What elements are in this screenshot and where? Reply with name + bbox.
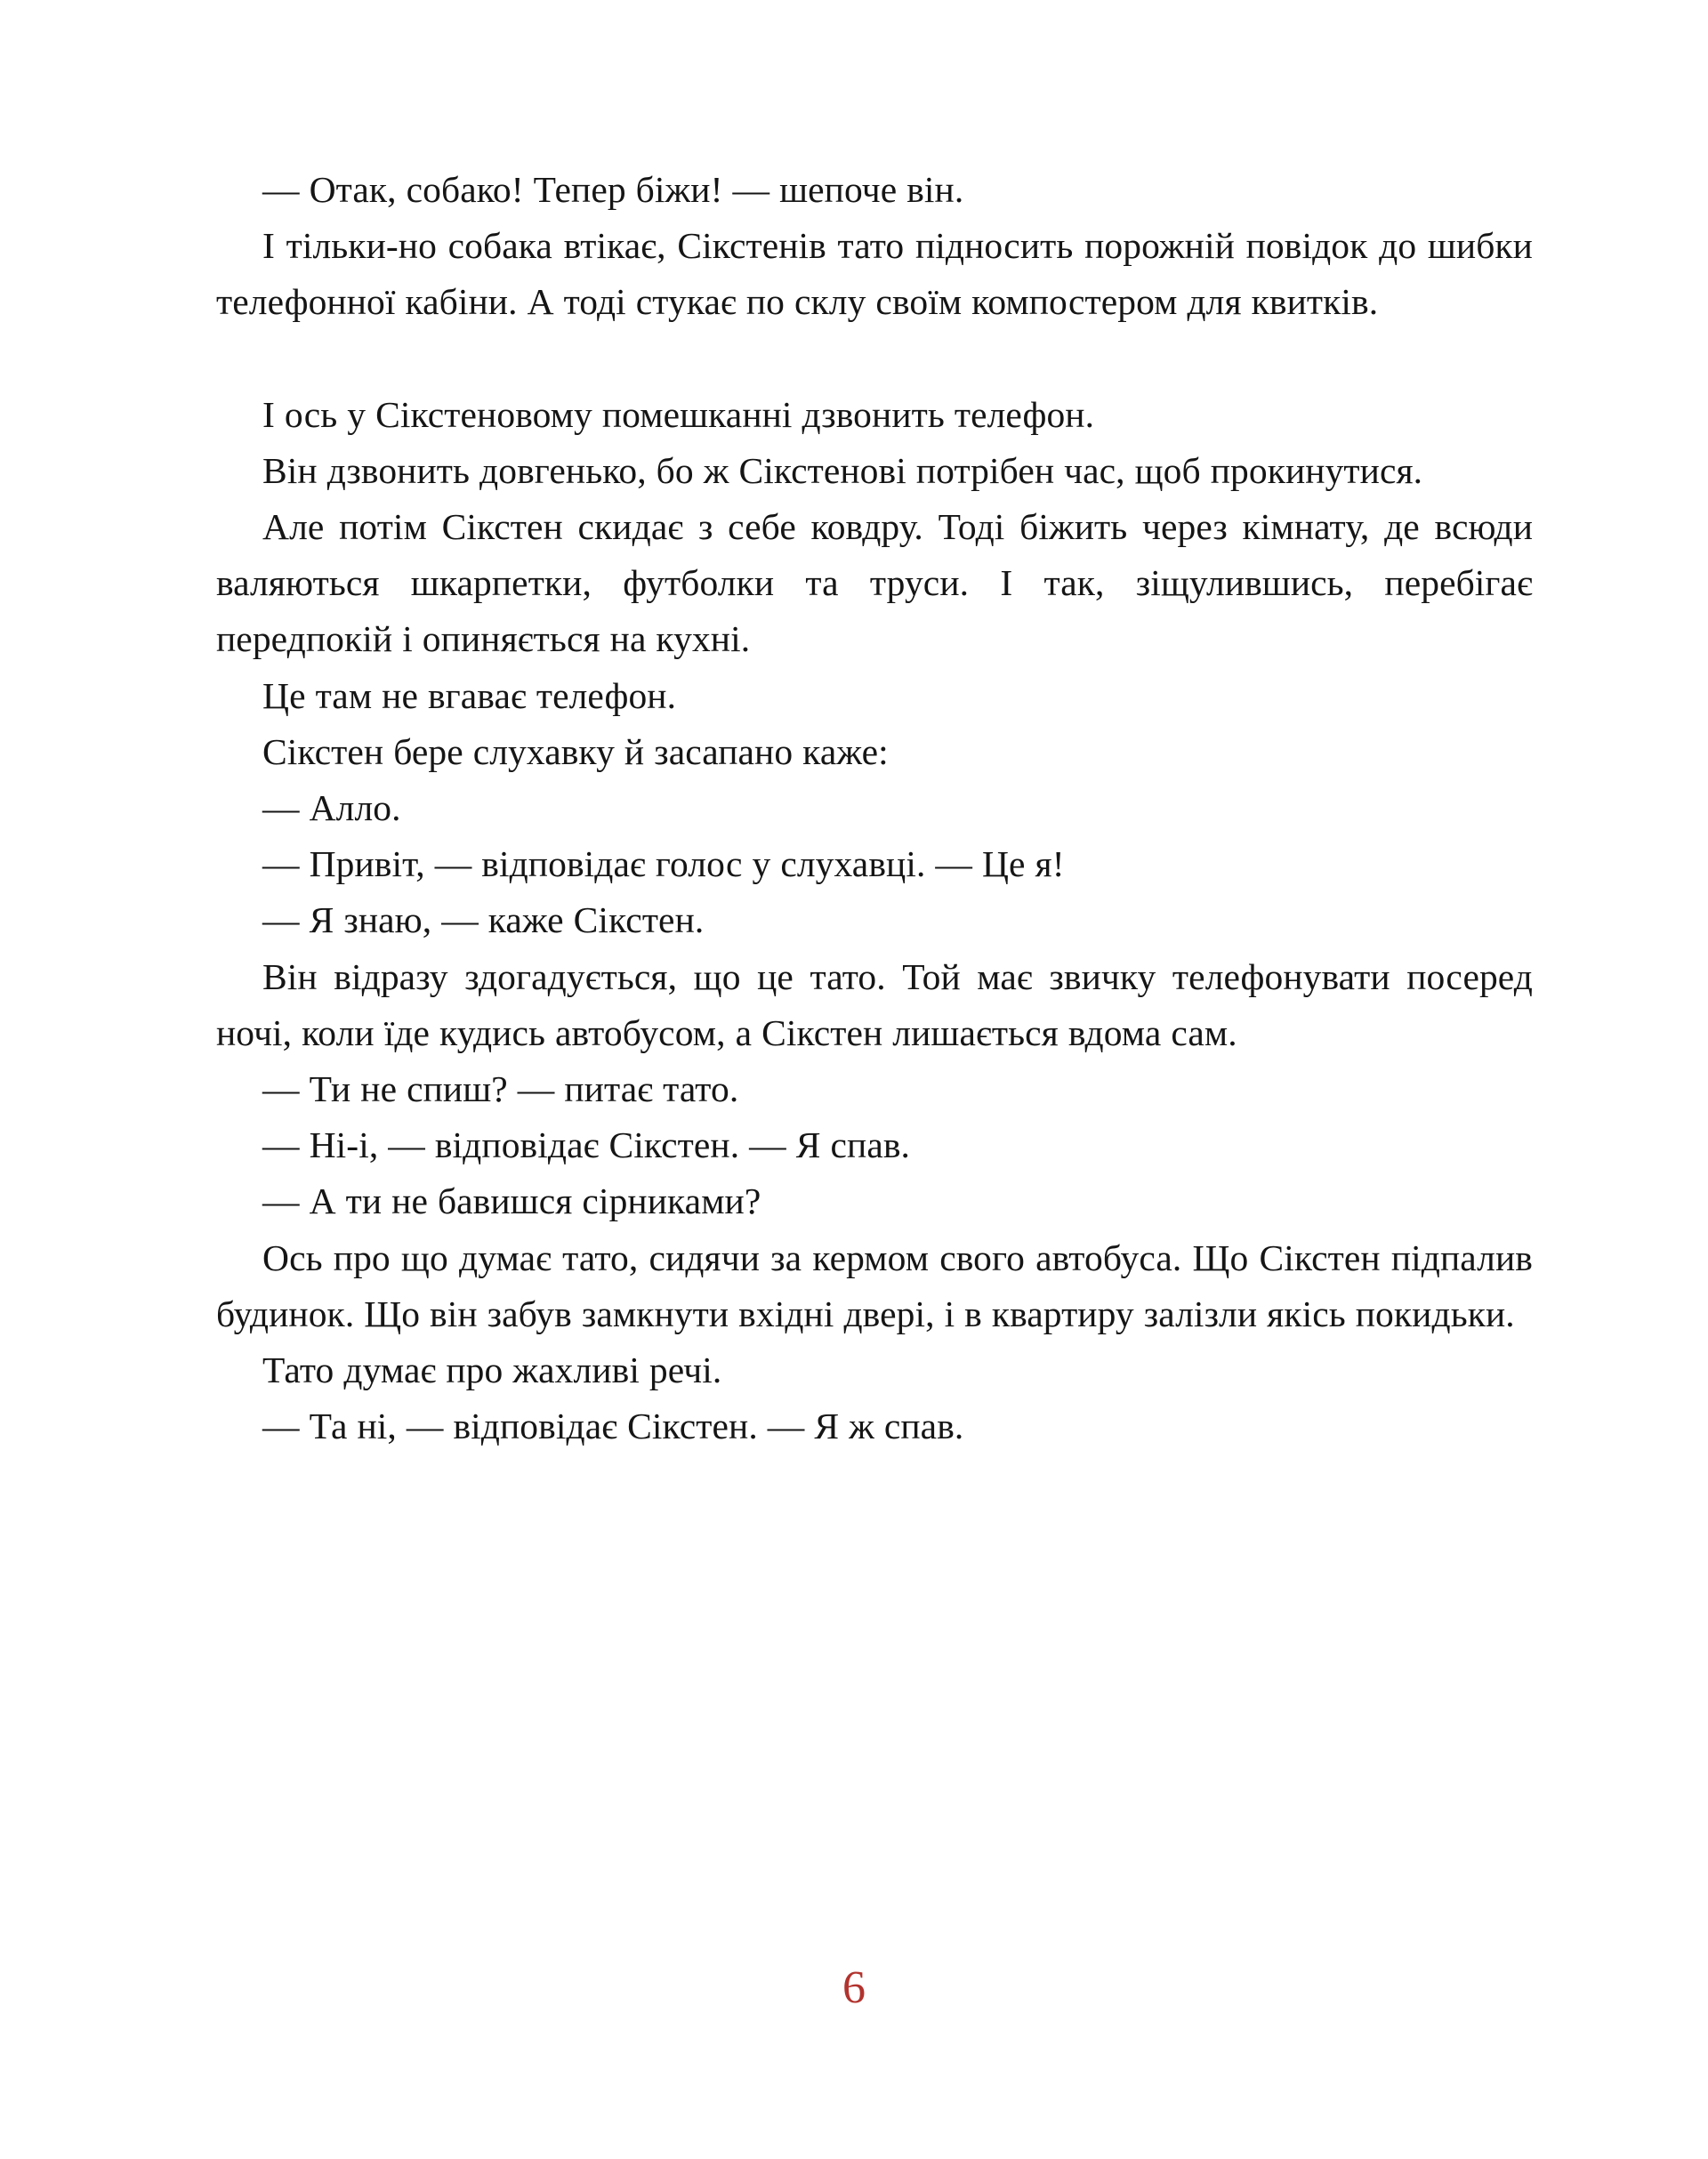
paragraph: Він дзвонить довгенько, бо ж Сікстенові потрібен час, щоб прокинутися. bbox=[262, 449, 1423, 491]
paragraph: — Отак, собако! Тепер біжи! — шепоче він. bbox=[262, 169, 964, 210]
paragraph: — Ти не спиш? — питає тато. bbox=[262, 1068, 739, 1110]
paragraph: — Алло. bbox=[262, 787, 401, 829]
paragraph: І тільки-но собака втікає, Сікстенів тато підносить порожній повідок до шибки телефонної кабіни. А тоді стукає по склу своїм компостером для квитків. bbox=[216, 225, 1533, 323]
paragraph: — Привіт, — відповідає голос у слухавці. — Це я! bbox=[262, 843, 1065, 885]
paragraph: Ось про що думає тато, сидячи за кермом свого автобуса. Що Сікстен підпалив будинок. Що він забув замкнути вхідні двері, і в квартиру залізли якісь покидьки. bbox=[216, 1237, 1533, 1334]
paragraph: Він відразу здогадується, що це тато. Той має звичку телефонувати посеред ночі, коли їде кудись автобусом, а Сікстен лишається вдома сам. bbox=[216, 955, 1533, 1053]
paragraph: І ось у Сікстеновому помешканні дзвонить телефон. bbox=[262, 393, 1095, 435]
text-block-1 bbox=[216, 162, 1533, 331]
paragraph: Сікстен бере слухавку й засапано каже: bbox=[262, 730, 889, 772]
paragraph-gap bbox=[216, 331, 1533, 387]
paragraph: Але потім Сікстен скидає з себе ковдру. Тоді біжить через кімнату, де всюди валяються шкарпетки, футболки та труси. І так, зіщулившись, перебігає передпокій і опиняється на кухні. bbox=[216, 506, 1533, 660]
paragraph: — Я знаю, — каже Сікстен. bbox=[262, 899, 705, 941]
paragraph: — Та ні, — відповідає Сікстен. — Я ж спав. bbox=[262, 1406, 964, 1447]
paragraph: — Ні-і, — відповідає Сікстен. — Я спав. bbox=[262, 1124, 911, 1166]
paragraph: Тато думає про жахливі речі. bbox=[262, 1349, 722, 1391]
page-body-text bbox=[216, 162, 1533, 1454]
page-number: 6 bbox=[842, 1962, 866, 2013]
text-block-2 bbox=[216, 387, 1533, 1455]
paragraph: — А ти не бавишся сірниками? bbox=[262, 1180, 761, 1222]
paragraph: Це там не вгаває телефон. bbox=[262, 674, 677, 716]
